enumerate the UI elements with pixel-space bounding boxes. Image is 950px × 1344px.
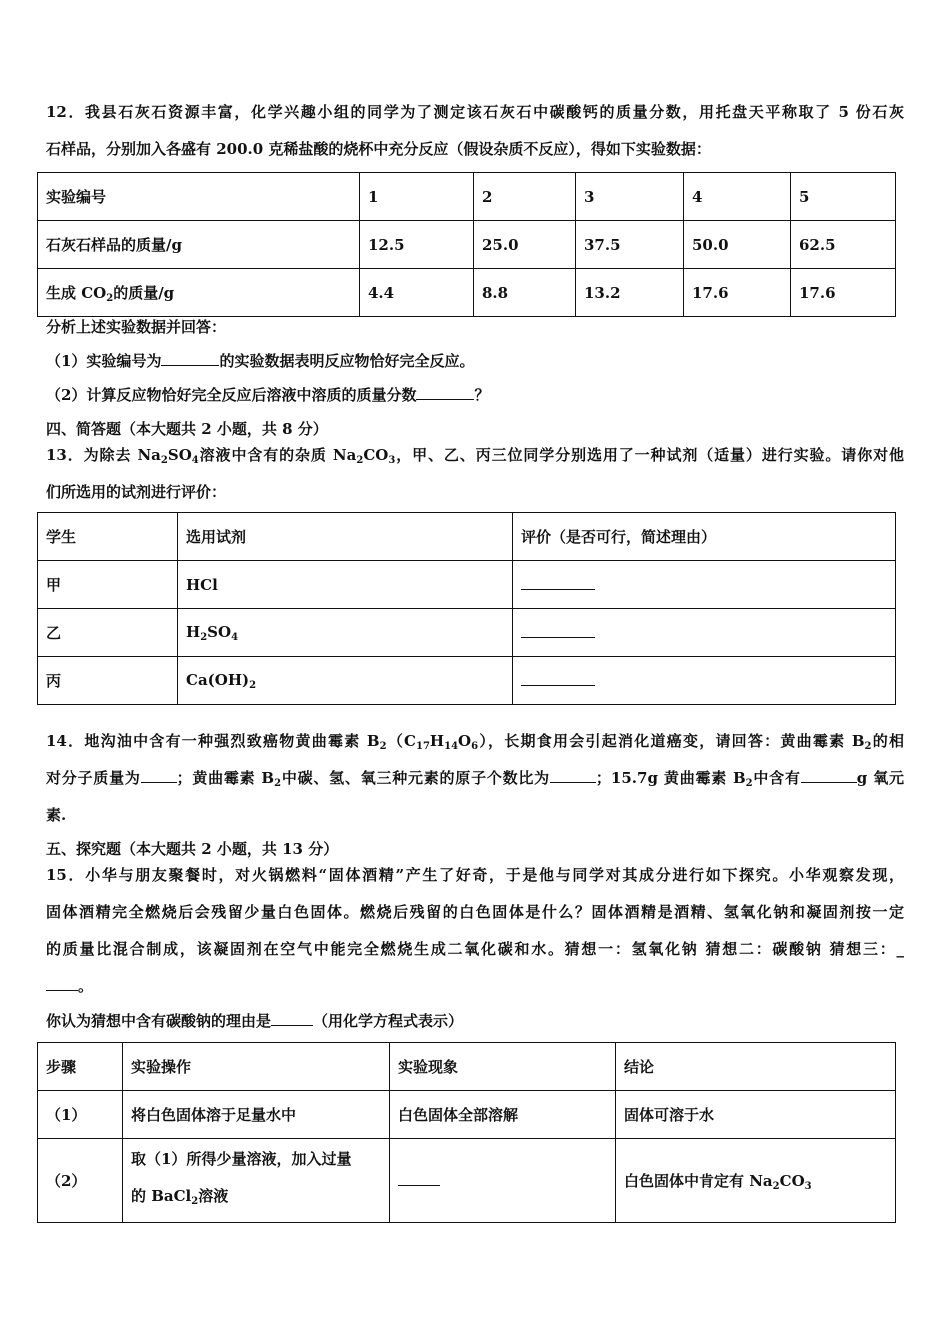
q13-line1 [46, 445, 904, 471]
table-row [38, 1139, 896, 1223]
column-header: 步骤 [38, 1043, 123, 1091]
table-header-row [38, 1043, 896, 1091]
q12-data-table [37, 172, 896, 317]
q12-sub1 [46, 351, 474, 371]
subscript: 4 [191, 455, 199, 466]
subscript: 2 [274, 778, 282, 789]
section4-heading: 四、简答题（本大题共 2 小题，共 8 分） [46, 420, 328, 438]
cell: 8.8 [474, 269, 576, 317]
text: ），长期食用会引起消化道癌变，请回答：黄曲霉素 B [478, 732, 865, 750]
q15-line5 [46, 1011, 463, 1031]
q12-line1: 12．我县石灰石资源丰富，化学兴趣小组的同学为了测定该石灰石中碳酸钙的质量分数，用托盘天平称取了 5 份石灰 [46, 103, 904, 121]
text: H [186, 622, 201, 641]
q15-line3: 的质量比混合制成，该凝固剂在空气中能完全燃烧生成二氧化碳和水。猜想一：氢氧化钠 猜想二：碳酸钠 猜想三：_ [46, 940, 904, 958]
text: 生成 CO [46, 283, 107, 302]
table-header-row [38, 513, 896, 561]
answer-blank[interactable] [46, 976, 78, 991]
text: （用化学方程式表示） [313, 1012, 464, 1030]
answer-blank[interactable] [398, 1171, 440, 1186]
text: 溶液 [198, 1187, 229, 1205]
subscript: 2 [745, 778, 753, 789]
text: CO [363, 446, 389, 464]
conclusion-cell: 固体可溶于水 [616, 1091, 896, 1139]
operation-cell [123, 1139, 390, 1223]
answer-blank[interactable] [141, 768, 177, 783]
reagent-cell: HCl [178, 561, 513, 609]
text: （C [386, 732, 416, 750]
subscript: 17 [416, 741, 430, 752]
q12-sub2 [46, 385, 489, 405]
row-header: 实验编号 [38, 173, 360, 221]
q13-line2: 们所选用的试剂进行评价： [46, 483, 227, 501]
column-header: 结论 [616, 1043, 896, 1091]
text: 取（1）所得少量溶液，加入过量 [131, 1150, 352, 1168]
subscript: 2 [772, 1180, 780, 1192]
text: 白色固体中肯定有 Na [624, 1171, 773, 1190]
text: 13．为除去 Na [46, 446, 161, 464]
text: 的 BaCl [131, 1187, 192, 1205]
subscript: 14 [444, 741, 459, 752]
text: 对分子质量为 [46, 769, 141, 787]
text: 。 [78, 977, 94, 995]
cell: 3 [576, 173, 684, 221]
text: H [429, 732, 445, 750]
subscript: 3 [804, 1180, 812, 1192]
phenomenon-cell [390, 1139, 616, 1223]
table-row [38, 269, 896, 317]
answer-blank[interactable] [521, 575, 595, 590]
cell: 13.2 [576, 269, 684, 317]
subscript: 2 [200, 631, 208, 643]
cell: 50.0 [684, 221, 791, 269]
column-header: 选用试剂 [178, 513, 513, 561]
student-cell: 乙 [38, 609, 178, 657]
column-header: 评价（是否可行，简述理由） [513, 513, 896, 561]
text: ；15.7g 黄曲霉素 B [595, 769, 746, 787]
text: g 氧元 [856, 769, 904, 787]
cell: 12.5 [360, 221, 474, 269]
evaluation-cell [513, 657, 896, 705]
cell: 1 [360, 173, 474, 221]
text: SO [167, 446, 192, 464]
cell: 5 [791, 173, 896, 221]
evaluation-cell [513, 561, 896, 609]
table-row [38, 561, 896, 609]
column-header: 实验操作 [123, 1043, 390, 1091]
table-row [38, 1091, 896, 1139]
table-row [38, 173, 896, 221]
subscript: 3 [388, 455, 396, 466]
reagent-cell [178, 609, 513, 657]
q13-reagent-table [37, 512, 896, 705]
answer-blank[interactable] [161, 351, 219, 366]
subscript: 2 [356, 455, 364, 466]
cell: 2 [474, 173, 576, 221]
table-row [38, 221, 896, 269]
q14-line3: 素. [46, 806, 67, 824]
student-cell: 甲 [38, 561, 178, 609]
subscript: 2 [160, 455, 168, 466]
cell: 4 [684, 173, 791, 221]
cell: 4.4 [360, 269, 474, 317]
answer-blank[interactable] [521, 623, 595, 638]
text: SO [207, 622, 232, 641]
answer-blank[interactable] [416, 385, 474, 400]
text: ，甲、乙、丙三位同学分别选用了一种试剂（适量）进行实验。请你对他 [395, 446, 904, 464]
answer-blank[interactable] [271, 1011, 313, 1026]
text: 中碳、氢、氧三种元素的原子个数比为 [281, 769, 550, 787]
answer-blank[interactable] [801, 768, 857, 783]
text: CO [779, 1171, 805, 1190]
answer-blank[interactable] [550, 768, 596, 783]
q15-experiment-table [37, 1042, 896, 1223]
text: O [458, 732, 472, 750]
subscript: 2 [379, 741, 387, 752]
column-header: 实验现象 [390, 1043, 616, 1091]
text: （2）计算反应物恰好完全反应后溶液中溶质的质量分数 [46, 386, 417, 404]
text: （1）实验编号为 [46, 352, 162, 370]
row-header: 石灰石样品的质量/g [38, 221, 360, 269]
table-row [38, 609, 896, 657]
reagent-cell [178, 657, 513, 705]
step-cell: （1） [38, 1091, 123, 1139]
row-header [38, 269, 360, 317]
text: 中含有 [752, 769, 801, 787]
column-header: 学生 [38, 513, 178, 561]
evaluation-cell [513, 609, 896, 657]
q15-line1: 15．小华与朋友聚餐时，对火锅燃料“固体酒精”产生了好奇，于是他与同学对其成分进行如下探究。小华观察发现， [46, 866, 904, 884]
text: 的质量/g [113, 283, 175, 302]
subscript: 6 [471, 741, 479, 752]
table-row [38, 657, 896, 705]
subscript: 2 [106, 292, 114, 304]
answer-blank[interactable] [521, 671, 595, 686]
subscript: 4 [231, 631, 239, 643]
cell: 17.6 [684, 269, 791, 317]
q14-line2 [46, 768, 904, 794]
cell: 37.5 [576, 221, 684, 269]
step-cell: （2） [38, 1139, 123, 1223]
text: 的实验数据表明反应物恰好完全反应。 [219, 352, 475, 370]
subscript: 2 [191, 1196, 199, 1207]
q12-line2: 石样品，分别加入各盛有 200.0 克稀盐酸的烧杯中充分反应（假设杂质不反应），得如下实验数据： [46, 140, 711, 158]
q15-line4 [46, 976, 93, 996]
phenomenon-cell: 白色固体全部溶解 [390, 1091, 616, 1139]
section5-heading: 五、探究题（本大题共 2 小题，共 13 分） [46, 840, 339, 858]
student-cell: 丙 [38, 657, 178, 705]
cell: 25.0 [474, 221, 576, 269]
conclusion-cell [616, 1139, 896, 1223]
text: 14．地沟油中含有一种强烈致癌物黄曲霉素 B [46, 732, 380, 750]
subscript: 2 [864, 741, 872, 752]
text: 的相 [871, 732, 904, 750]
q14-line1 [46, 731, 904, 757]
text: 你认为猜想中含有碳酸钠的理由是 [46, 1012, 272, 1030]
text: 溶液中含有的杂质 Na [198, 446, 357, 464]
text: Ca(OH) [186, 670, 250, 689]
subscript: 2 [249, 679, 257, 691]
q15-line2: 固体酒精完全燃烧后会残留少量白色固体。燃烧后残留的白色固体是什么？固体酒精是酒精、氢氧化钠和凝固剂按一定 [46, 903, 904, 921]
cell: 17.6 [791, 269, 896, 317]
cell: 62.5 [791, 221, 896, 269]
q12-analyze: 分析上述实验数据并回答： [46, 318, 227, 336]
text: ？ [474, 386, 490, 404]
text: ；黄曲霉素 B [176, 769, 275, 787]
operation-cell: 将白色固体溶于足量水中 [123, 1091, 390, 1139]
